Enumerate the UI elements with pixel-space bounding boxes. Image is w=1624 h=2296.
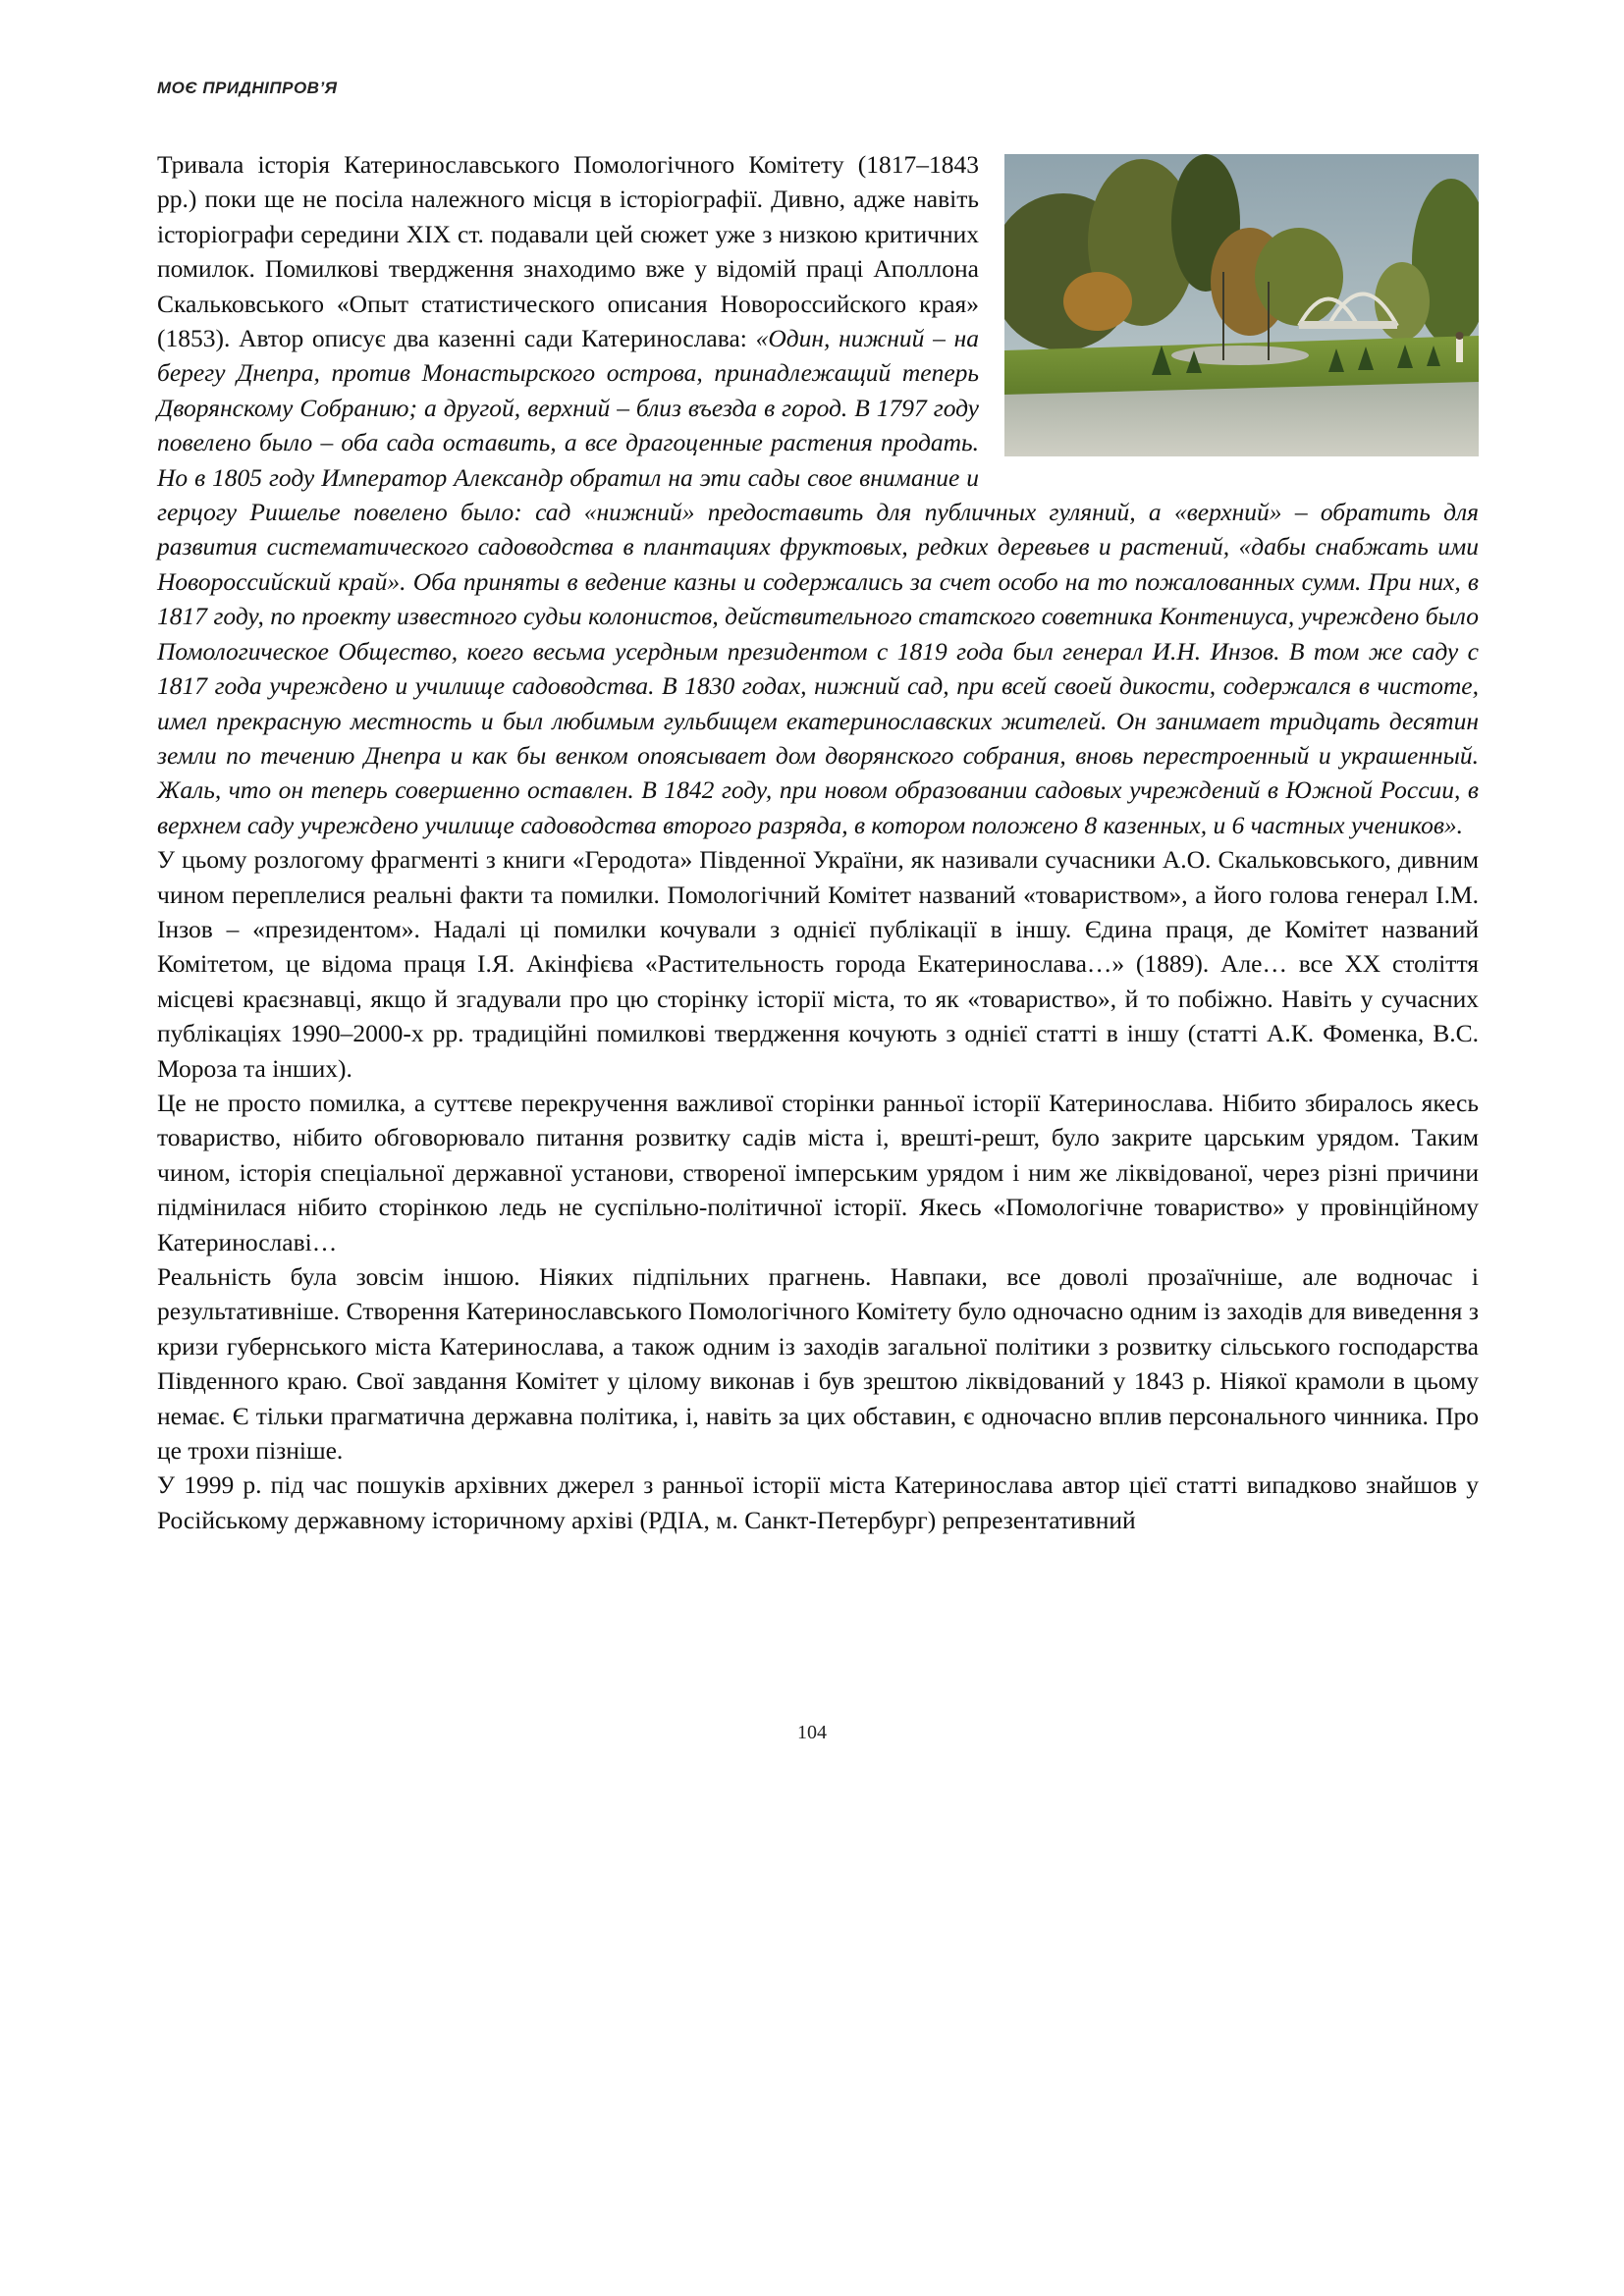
paragraph-2: У цьому розлогому фрагменті з книги «Геродота» Південної України, як називали сучасники А.О. Скальковського, дивним чином переплелися реальні факти та помилки. Помологічний Комітет названий «товариством», а його голова генерал І.М. Інзов – «президентом». Надалі ці помилки кочували з однієї публікації в іншу. Єдина праця, де Комітет названий Комітетом, це відома праця І.Я. Акінфієва «Растительность города Екатеринослава…» (1889). Але… все ХХ століття місцеві краєзнавці, якщо й згадували про цю сторінку історії міста, то як «товариство», й то побіжно. Навіть у сучасних публікаціях 1990–2000-х рр. традиційні помилкові твердження кочують з однієї статті в іншу (статті А.К. Фоменка, В.С. Мороза та інших).: [157, 845, 1479, 1083]
running-header: МОЄ ПРИДНІПРОВ’Я: [157, 79, 338, 97]
skalkovsky-quote: «Один, нижний – на берегу Днепра, против Монастырского острова, принадлежащий теперь Дворянскому Собранию; а другой, верхний – близ въезда в город. В 1797 году повелено было – оба сада оставить, а все драгоценные растения продать. Но в 1805 году Император Александр обратил на эти сады свое внимание и герцогу Ришелье повелено было: сад «нижний» предоставить для публичных гуляний, а «верхний» – обратить для развития систематического садоводства в плантациях фруктовых, редких деревьев и растений, «дабы снабжать ими Новороссийский край». Оба приняты в ведение казны и содержались за счет особо на то пожалованных сумм. При них, в 1817 году, по проекту известного судьи колонистов, действительного статского советника Контениуса, учреждено было Помологическое Общество, коего весьма усердным президентом с 1819 года был генерал И.Н. Инзов. В том же саду с 1817 года учреждено и училище садоводства. В 1830 годах, нижний сад, при всей своей дикости, содержался в чистоте, имел прекрасную местность и был любимым гульбищем екатеринославских жителей. Он занимает тридцать десятин земли по течению Днепра и как бы венком опоясывает дом дворянского собрания, вновь перестроенный и украшенный. Жаль, что он теперь совершенно оставлен. В 1842 году, при новом образовании садовых учреждений в Южной России, в верхнем саду учреждено училище садоводства второго разряда, в котором положено 8 казенных, и 6 частных учеников».: [157, 324, 1479, 839]
page-number: 104: [797, 1722, 827, 1743]
article-body: [157, 147, 1479, 1537]
intro-text: Тривала історія Катеринославського Помологічного Комітету (1817–1843 рр.) поки ще не посіла належного місця в історіографії. Дивно, адже навіть історіографи середини ХІХ ст. подавали цей сюжет уже з низкою критичних помилок. Помилкові твердження знаходимо вже у відомій праці Аполлона Скальковського «Опыт статистического описания Новороссийского края» (1853). Автор описує два казенні сади Катеринослава:: [157, 150, 979, 353]
paragraph-4: Реальність була зовсім іншою. Ніяких підпільних прагнень. Навпаки, все доволі прозаїчніше, але водночас і результативніше. Створення Катеринославського Помологічного Комітету було одночасно одним із заходів для виведення з кризи губернського міста Катеринослава, а також одним із заходів загальної політики з розвитку сільського господарства Південного краю. Свої завдання Комітет у цілому виконав і був зрештою ліквідований у 1843 р. Ніякої крамоли в цьому немає. Є тільки прагматична державна політика, і, навіть за цих обставин, є одночасно вплив персонального чинника. Про це трохи пізніше.: [157, 1262, 1479, 1466]
park-photo-image: [1004, 154, 1479, 456]
paragraph-5: У 1999 р. під час пошуків архівних джерел з ранньої історії міста Катеринослава автор цієї статті випадково знайшов у Російському державному історичному архіві (РДІА, м. Санкт-Петербург) репрезентативний: [157, 1470, 1479, 1534]
paragraph-3: Це не просто помилка, а суттєве перекручення важливої сторінки ранньої історії Катеринослава. Нібито збиралось якесь товариство, нібито обговорювало питання розвитку садів міста і, врешті-решт, було закрите царським урядом. Таким чином, історія спеціальної державної установи, створеної імперським урядом і ним же ліквідованої, через різні причини підмінилася нібито сторінкою ледь не суспільно-політичної історії. Якесь «Помологічне товариство» у провінційному Катеринославі…: [157, 1088, 1479, 1256]
